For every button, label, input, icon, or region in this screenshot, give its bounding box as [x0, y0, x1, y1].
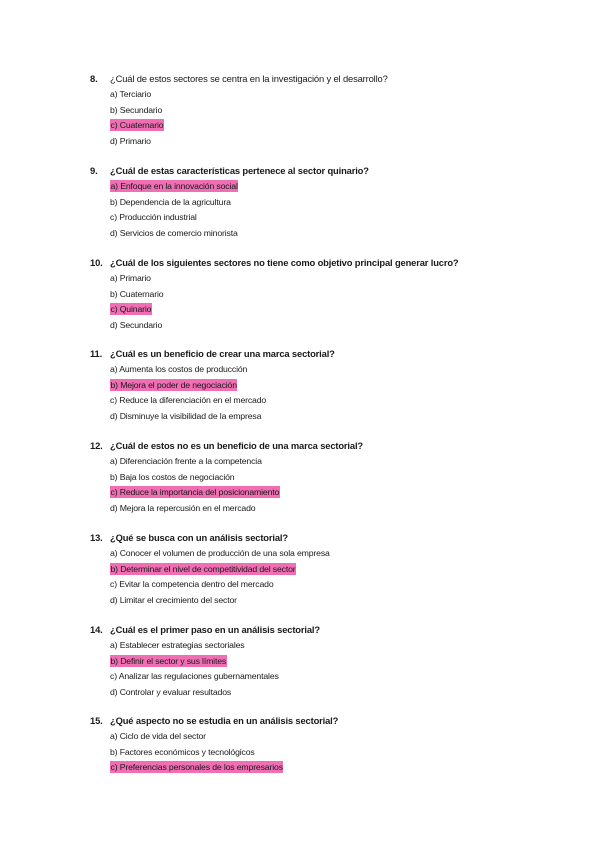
question-9	[90, 163, 570, 241]
option-text: c) Producción industrial	[110, 212, 197, 223]
option-text: b) Mejora el poder de negociación	[110, 379, 237, 390]
option-text: b) Determinar el nivel de competitividad del sector	[110, 563, 296, 574]
question-heading	[90, 346, 570, 362]
option-text: b) Dependencia de la agricultura	[110, 196, 231, 207]
question-number: 15.	[90, 715, 103, 726]
question-heading	[90, 713, 570, 729]
option-text: a) Ciclo de vida del sector	[110, 731, 206, 741]
question-text: ¿Cuál es un beneficio de crear una marca sectorial?	[110, 348, 335, 359]
option-text: a) Diferenciación frente a la competencia	[110, 456, 262, 466]
question-text: ¿Cuál de estos sectores se centra en la investigación y el desarrollo?	[110, 73, 388, 84]
option-text: c) Preferencias personales de los empresarios	[110, 762, 283, 773]
option-text: a) Primario	[110, 273, 151, 283]
option-d	[110, 501, 570, 517]
option-text: d) Servicios de comercio minorista	[110, 227, 238, 238]
option-b	[110, 287, 570, 303]
option-b	[110, 195, 570, 211]
option-d	[110, 593, 570, 609]
option-text: d) Limitar el crecimiento del sector	[110, 594, 237, 605]
question-number: 9.	[90, 165, 98, 176]
option-a	[110, 729, 570, 745]
question-text: ¿Qué aspecto no se estudia en un análisis sectorial?	[110, 715, 339, 726]
option-text: c) Analizar las regulaciones gubernamentales	[110, 671, 279, 682]
question-10	[90, 255, 570, 333]
question-12	[90, 438, 570, 516]
option-d	[110, 685, 570, 701]
answer-options	[90, 271, 570, 333]
option-c	[110, 118, 570, 134]
question-8	[90, 71, 570, 149]
option-b	[110, 378, 570, 394]
question-heading	[90, 163, 570, 179]
option-text: b) Factores económicos y tecnológicos	[110, 746, 255, 757]
option-text: c) Reduce la importancia del posicionamiento	[110, 487, 280, 498]
question-heading	[90, 255, 570, 271]
question-text: ¿Cuál de estas características pertenece al sector quinario?	[110, 165, 369, 176]
question-heading	[90, 622, 570, 638]
option-text: d) Controlar y evaluar resultados	[110, 686, 232, 697]
question-text: ¿Cuál de los siguientes sectores no tiene como objetivo principal generar lucro?	[110, 257, 459, 268]
option-text: a) Enfoque en la innovación social	[110, 181, 238, 191]
answer-options	[90, 729, 570, 776]
option-b	[110, 745, 570, 761]
option-text: b) Cuaternario	[110, 288, 164, 299]
option-d	[110, 226, 570, 242]
question-text: ¿Cuál de estos no es un beneficio de una marca sectorial?	[110, 440, 363, 451]
answer-options	[90, 362, 570, 424]
option-c	[110, 302, 570, 318]
question-heading	[90, 530, 570, 546]
option-text: c) Cuaternario	[110, 120, 164, 131]
option-a	[110, 546, 570, 562]
option-text: a) Establecer estrategias sectoriales	[110, 640, 245, 650]
question-text: ¿Qué se busca con un análisis sectorial?	[110, 532, 288, 543]
option-c	[110, 760, 570, 776]
option-text: b) Definir el sector y sus límites	[110, 655, 227, 666]
answer-options	[90, 179, 570, 241]
option-c	[110, 577, 570, 593]
option-text: d) Primario	[110, 135, 151, 146]
option-text: c) Reduce la diferenciación en el mercado	[110, 395, 267, 406]
question-13	[90, 530, 570, 608]
option-b	[110, 562, 570, 578]
question-number: 14.	[90, 624, 103, 635]
option-c	[110, 669, 570, 685]
question-15	[90, 713, 570, 776]
question-text: ¿Cuál es el primer paso en un análisis sectorial?	[110, 624, 320, 635]
option-text: d) Secundario	[110, 319, 163, 330]
question-heading	[90, 71, 570, 87]
answer-options	[90, 638, 570, 700]
answer-options	[90, 546, 570, 608]
option-d	[110, 409, 570, 425]
option-text: d) Mejora la repercusión en el mercado	[110, 502, 256, 513]
option-c	[110, 393, 570, 409]
option-a	[110, 271, 570, 287]
option-text: c) Quinario	[110, 304, 152, 315]
option-text: d) Disminuye la visibilidad de la empresa	[110, 410, 262, 421]
question-number: 8.	[90, 73, 98, 84]
option-d	[110, 134, 570, 150]
question-heading	[90, 438, 570, 454]
option-b	[110, 103, 570, 119]
answer-options	[90, 87, 570, 149]
option-a	[110, 454, 570, 470]
option-text: a) Conocer el volumen de producción de una sola empresa	[110, 548, 330, 558]
option-c	[110, 485, 570, 501]
option-d	[110, 318, 570, 334]
option-a	[110, 87, 570, 103]
option-b	[110, 470, 570, 486]
answer-options	[90, 454, 570, 516]
option-a	[110, 179, 570, 195]
option-text: a) Aumenta los costos de producción	[110, 364, 248, 374]
question-number: 10.	[90, 257, 103, 268]
question-number: 11.	[90, 348, 103, 359]
question-11	[90, 346, 570, 424]
option-text: a) Terciario	[110, 89, 152, 99]
option-a	[110, 362, 570, 378]
option-a	[110, 638, 570, 654]
question-number: 12.	[90, 440, 103, 451]
question-14	[90, 622, 570, 700]
question-number: 13.	[90, 532, 103, 543]
option-text: b) Secundario	[110, 104, 163, 115]
option-c	[110, 210, 570, 226]
option-text: c) Evitar la competencia dentro del mercado	[110, 579, 274, 590]
option-text: b) Baja los costos de negociación	[110, 471, 235, 482]
option-b	[110, 654, 570, 670]
